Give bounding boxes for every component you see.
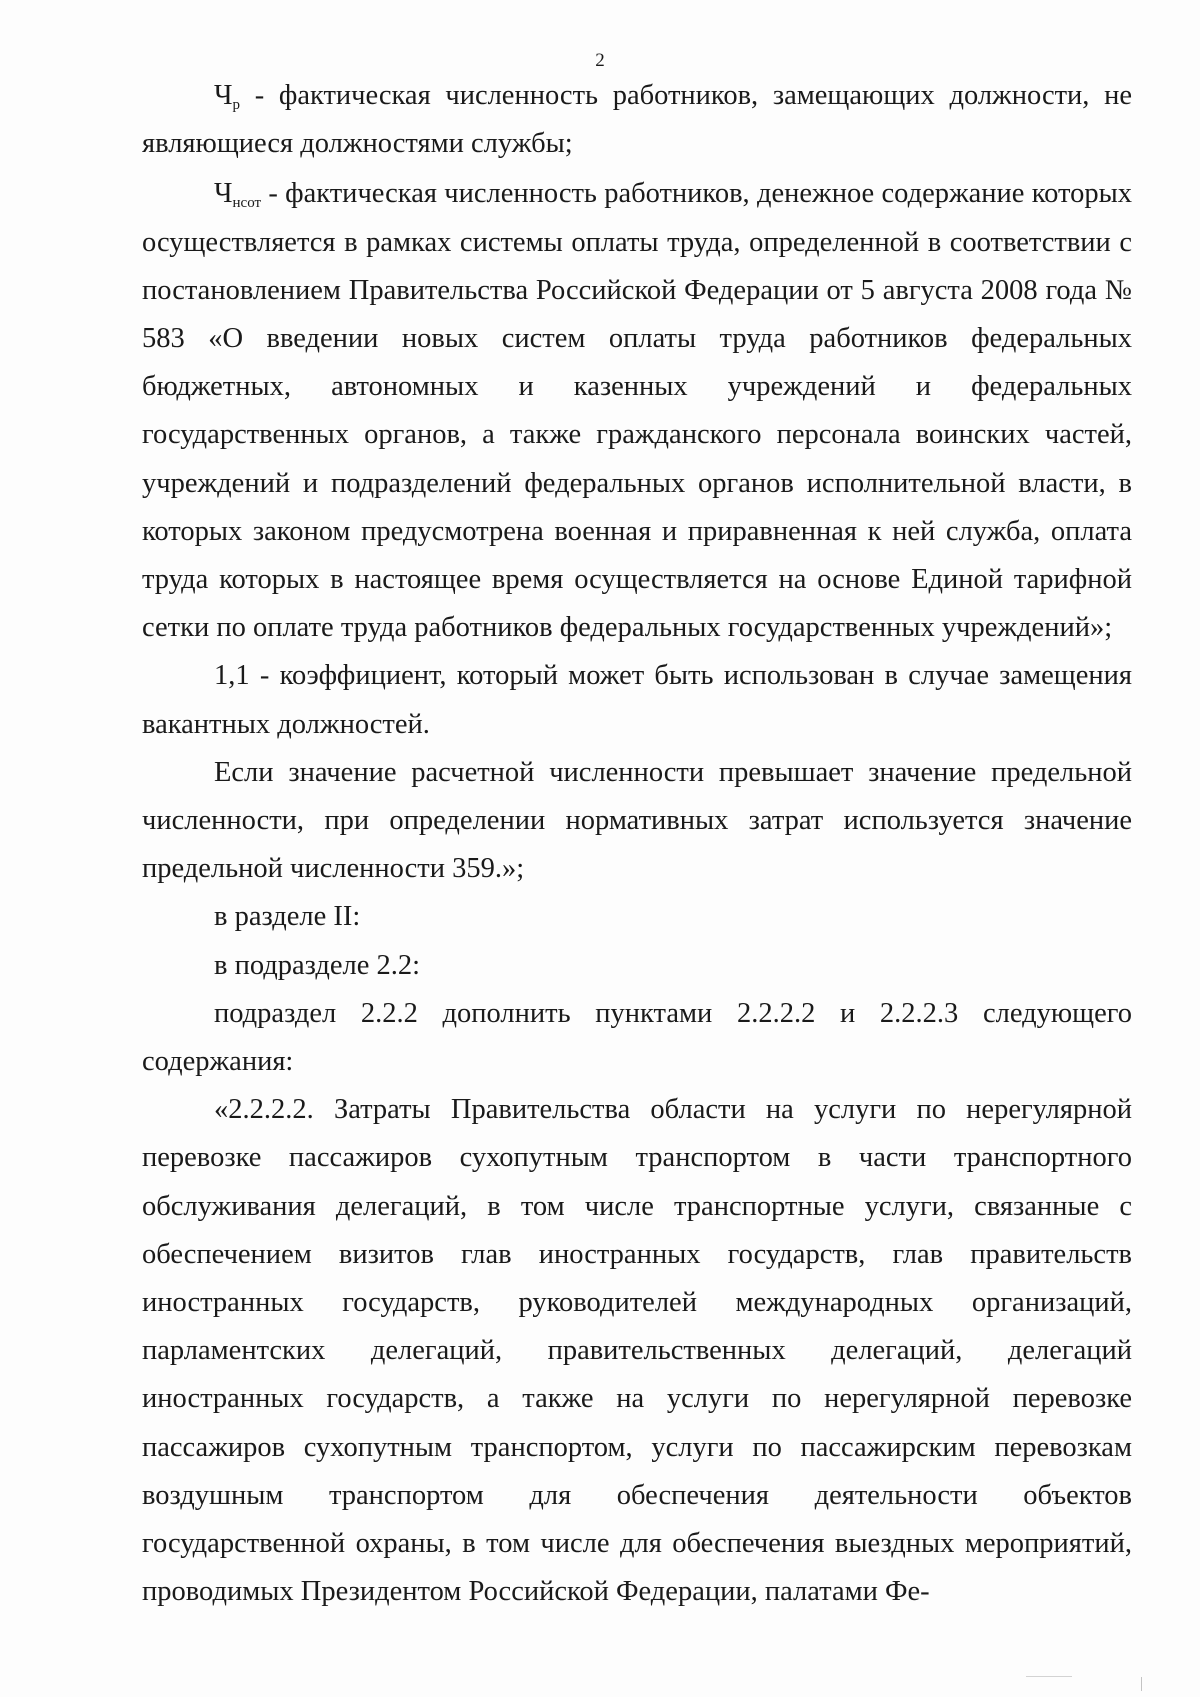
paragraph-text: - фактическая численность работников, денежное содержание которых осуществляется в рамках системы оплаты труда, определенной в соответствии с постановлением Правительства Российской Федерации от 5 августа 2008 года № 583 «О введении новых систем оплаты труда работников федеральных бюджетных, автономных и казенных учреждений и федеральных государственных органов, а также гражданского персонала воинских частей, учреждений и подразделений федеральных органов исполнительной власти, в которых законом предусмотрена военная и приравненная к ней служба, оплата труда которых в настоящее время осуществляется на основе Единой тарифной сетки по оплате труда работников федеральных государственных учреждений»; bbox=[142, 178, 1132, 644]
paragraph-section-ii: в разделе II: bbox=[214, 901, 361, 933]
paragraph-amendment-intro: подраздел 2.2.2 дополнить пунктами 2.2.2.2 и 2.2.2.3 следующего содержания: bbox=[142, 997, 1132, 1078]
paragraph-subsection-2-2: в подразделе 2.2: bbox=[214, 949, 421, 981]
formula-symbol: Ч bbox=[214, 178, 233, 210]
page-number: 2 bbox=[595, 50, 605, 71]
paragraph-coefficient: 1,1 - коэффициент, который может быть использован в случае замещения вакантных должностей. bbox=[142, 660, 1132, 740]
formula-subscript: нсот bbox=[232, 195, 262, 212]
paragraph-limit-rule: Если значение расчетной численности превышает значение предельной численности, при определении нормативных затрат используется значение предельной численности 359.»; bbox=[142, 756, 1132, 885]
paragraph-text: - фактическая численность работников, замещающих должности, не являющиеся должностями службы; bbox=[142, 80, 1132, 160]
paragraph-chr-definition bbox=[142, 72, 1132, 168]
paragraph-clause-2-2-2-2: «2.2.2.2. Затраты Правительства области на услуги по нерегулярной перевозке пассажиров сухопутным транспортом в части транспортного обслуживания делегаций, в том числе транспортные услуги, связанные с обеспечением визитов глав иностранных государств, глав правительств иностранных государств, руководителей международных организаций, парламентских делегаций, правительственных делегаций, делегаций иностранных государств, а также на услуги по нерегулярной перевозке пассажиров сухопутным транспортом, услуги по пассажирским перевозкам воздушным транспортом для обеспечения деятельности объектов государственной охраны, в том числе для обеспечения выездных мероприятий, проводимых Президентом Российской Федерации, палатами Фе- bbox=[142, 1094, 1132, 1608]
paragraph-chnsot-definition bbox=[142, 170, 1132, 652]
scan-edge-mark bbox=[1026, 1676, 1072, 1683]
document-body bbox=[142, 72, 1132, 1617]
formula-subscript: р bbox=[232, 97, 241, 113]
formula-symbol: Ч bbox=[214, 80, 233, 111]
scan-edge-tick bbox=[1141, 1677, 1142, 1691]
